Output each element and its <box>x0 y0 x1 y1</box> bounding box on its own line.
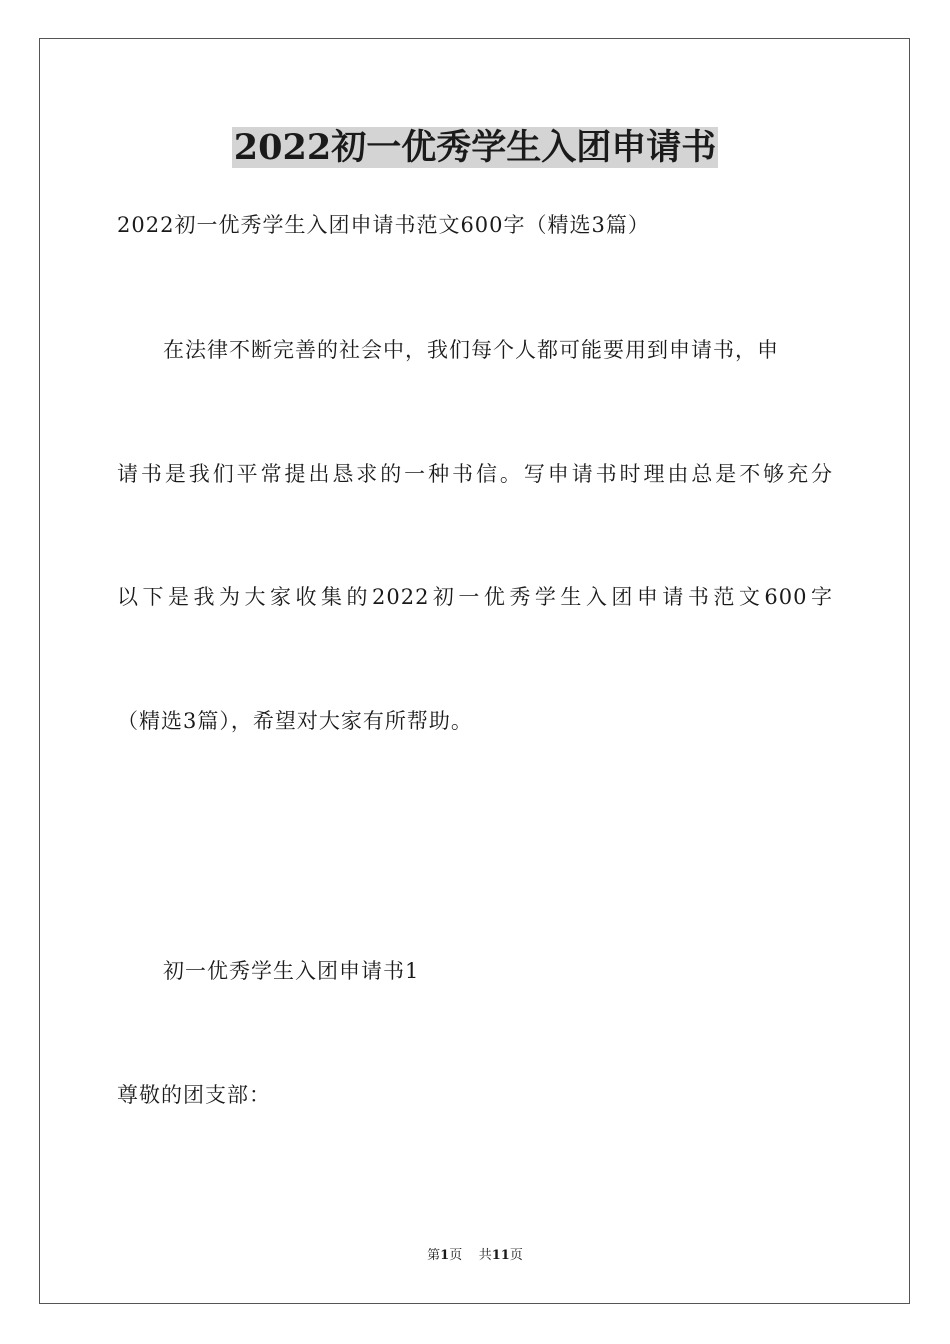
footer-total-suffix: 页 <box>509 1248 523 1263</box>
document-title-text: 2022初一优秀学生入团申请书 <box>233 127 717 168</box>
page-footer <box>0 1247 950 1265</box>
document-subtitle: 2022初一优秀学生入团申请书范文600字（精选3篇） <box>117 213 650 237</box>
footer-page-prefix: 第 <box>427 1248 441 1263</box>
footer-page-number: 1 <box>440 1248 450 1263</box>
paragraph-line-2: 请书是我们平常提出恳求的一种书信。写申请书时理由总是不够充分 <box>117 462 833 486</box>
paragraph-line-4: （精选3篇），希望对大家有所帮助。 <box>117 709 473 733</box>
footer-page-suffix: 页 <box>449 1248 463 1263</box>
paragraph-line-3: 以下是我为大家收集的2022初一优秀学生入团申请书范文600字 <box>117 585 833 609</box>
document-title <box>0 124 950 172</box>
paragraph-line-1: 在法律不断完善的社会中，我们每个人都可能要用到申请书，申 <box>163 338 779 362</box>
footer-total-pages: 11 <box>491 1248 510 1263</box>
salutation: 尊敬的团支部： <box>117 1083 271 1107</box>
section-heading: 初一优秀学生入团申请书1 <box>163 959 420 983</box>
footer-total-prefix: 共 <box>478 1248 492 1263</box>
